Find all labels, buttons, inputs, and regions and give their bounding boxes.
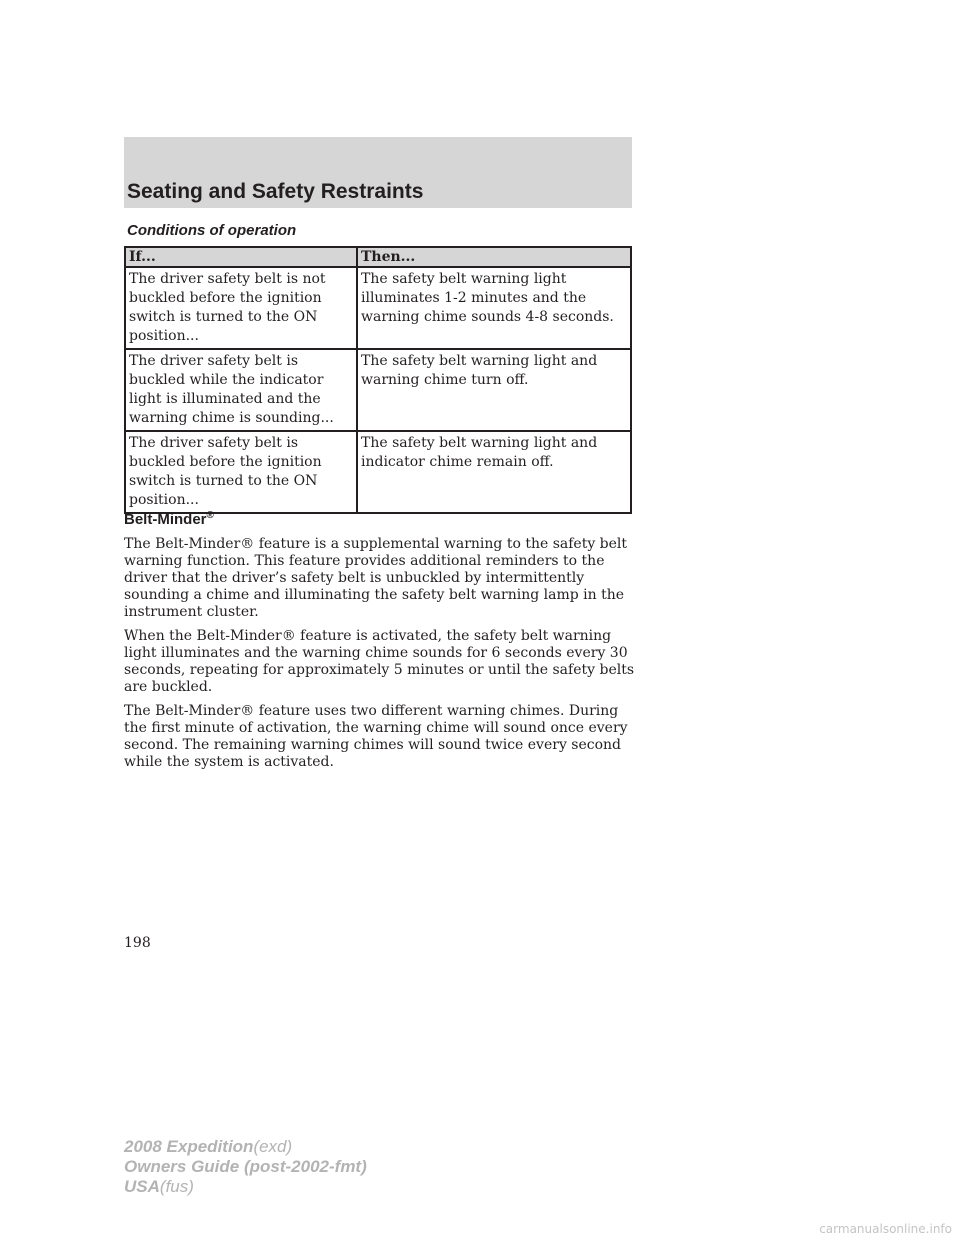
document-footer [124, 1137, 367, 1197]
table-row [125, 349, 631, 431]
section-title: Seating and Safety Restraints [127, 180, 424, 203]
footer-model: 2008 Expedition [124, 1137, 254, 1156]
section-header-band [124, 137, 632, 208]
footer-market: USA [124, 1177, 160, 1196]
column-header-then: Then... [357, 247, 631, 267]
cell-then: The safety belt warning light and indicator chime remain off. [357, 431, 631, 513]
belt-minder-paragraph-2: When the Belt-Minder® feature is activated, the safety belt warning light illuminates and the warning chime sounds for 6 seconds every 30 seconds, repeating for approximately 5 minutes or until the safety belts are buckled. [124, 628, 635, 695]
belt-minder-heading-text: Belt-Minder [124, 511, 207, 528]
footer-line-2: Owners Guide (post-2002-fmt) [124, 1157, 367, 1176]
conditions-heading: Conditions of operation [127, 222, 297, 239]
table-row [125, 267, 631, 349]
belt-minder-paragraph-3: The Belt-Minder® feature uses two different warning chimes. During the first minute of activation, the warning chime will sound once every second. The remaining warning chimes will sound twice every second while the system is activated. [124, 703, 628, 770]
cell-if: The driver safety belt is buckled while the indicator light is illuminated and the warning chime is sounding... [125, 349, 357, 431]
footer-line-1 [124, 1137, 367, 1157]
cell-if: The driver safety belt is not buckled before the ignition switch is turned to the ON position... [125, 267, 357, 349]
registered-mark: ® [206, 510, 214, 521]
page-number: 198 [124, 935, 151, 951]
belt-minder-heading [124, 510, 214, 528]
column-header-if: If... [125, 247, 357, 267]
watermark-text: carmanualsonline.info [819, 1222, 952, 1236]
cell-if: The driver safety belt is buckled before the ignition switch is turned to the ON position... [125, 431, 357, 513]
footer-line-3 [124, 1177, 367, 1197]
conditions-table [124, 246, 632, 514]
cell-then: The safety belt warning light illuminates 1-2 minutes and the warning chime sounds 4-8 seconds. [357, 267, 631, 349]
footer-market-code: (fus) [159, 1177, 194, 1196]
footer-model-code: (exd) [253, 1137, 293, 1156]
table-header-row [125, 247, 631, 267]
cell-then: The safety belt warning light and warning chime turn off. [357, 349, 631, 431]
table-row [125, 431, 631, 513]
belt-minder-paragraph-1: The Belt-Minder® feature is a supplemental warning to the safety belt warning function. This feature provides additional reminders to the driver that the driver’s safety belt is unbuckled by intermittently sounding a chime and illuminating the safety belt warning lamp in the instrument cluster. [124, 536, 628, 620]
